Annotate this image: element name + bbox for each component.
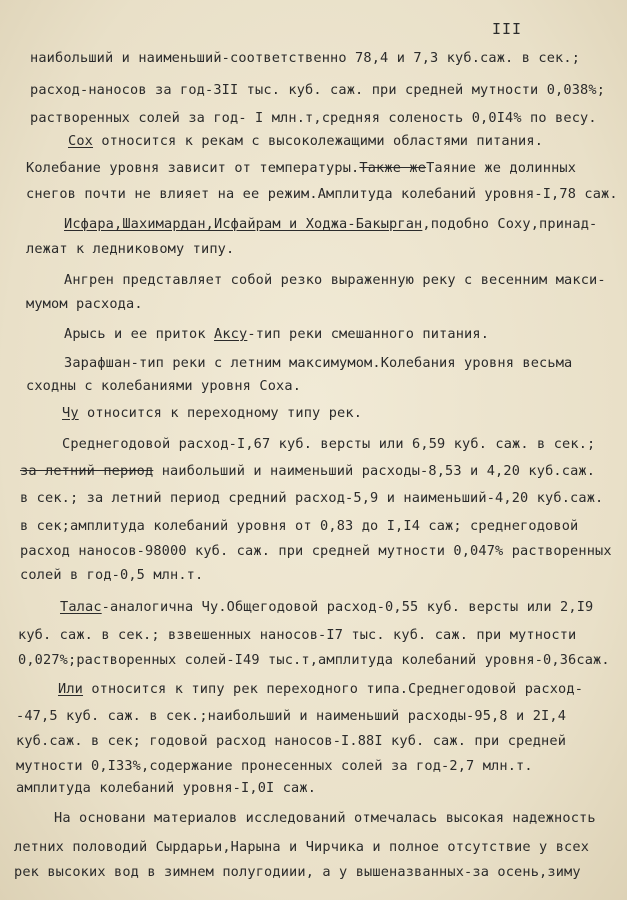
text-run: летних половодий Сырдарьи,Нарына и Чирчика и полное отсутствие у всех — [14, 839, 590, 855]
text-run: в сек;амплитуда колебаний уровня от 0,83 до I,I4 саж; среднегодовой — [20, 518, 579, 534]
text-run: лежат к ледниковому типу. — [26, 241, 235, 257]
text-run: в сек.; за летний период средний расход-5,9 и наименьший-4,20 куб.саж. — [20, 490, 604, 506]
text-line — [62, 435, 595, 453]
text-run: сходны с колебаниями уровня Соха. — [26, 378, 302, 394]
text-line — [16, 732, 566, 750]
text-run: -аналогична Чу.Общегодовой расход-0,55 куб. версты или 2,I9 — [101, 599, 594, 615]
text-line — [20, 517, 578, 535]
text-line — [30, 109, 597, 127]
text-line — [14, 863, 581, 881]
text-run: солей в год-0,5 млн.т. — [20, 567, 204, 583]
text-line — [64, 215, 597, 233]
text-run: относится к рекам с высоколежащими областями питания. — [93, 133, 544, 149]
text-line — [20, 542, 612, 560]
text-run: расход наносов-98000 куб. саж. при средней мутности 0,047% растворенных — [20, 543, 612, 559]
text-run: Зарафшан-тип реки с летним максимумом.Колебания уровня весьма — [64, 355, 573, 371]
text-line — [30, 49, 580, 67]
text-run: На основани материалов исследований отмечалась высокая надежность — [54, 810, 596, 826]
text-run: наибольший и наименьший расходы-8,53 и 4,20 куб.саж. — [153, 463, 596, 479]
text-run: Таяние же долинных — [426, 160, 577, 176]
text-line — [16, 779, 316, 797]
text-line — [26, 185, 618, 203]
text-line — [20, 462, 595, 480]
text-run: снегов почти не влияет на ее режим.Амплитуда колебаний уровня-I,78 саж. — [26, 186, 618, 202]
text-line — [14, 838, 589, 856]
text-line — [30, 81, 605, 99]
text-line — [64, 354, 572, 372]
text-run: наибольший и наименьший-соответственно 78,4 и 7,3 куб.саж. в сек.; — [30, 50, 581, 66]
text-line — [16, 757, 533, 775]
text-run: Колебание уровня зависит от температуры. — [26, 160, 360, 176]
text-run: мутности 0,I33%,содержание пронесенных солей за год-2,7 млн.т. — [16, 758, 533, 774]
text-run: 0,027%;растворенных солей-I49 тыс.т,амплитуда колебаний уровня-0,36саж. — [18, 652, 610, 668]
text-run: относится к типу рек переходного типа.Среднегодовой расход- — [83, 681, 584, 697]
text-line — [68, 132, 543, 150]
page-number: III — [492, 20, 523, 38]
river-names-group: Исфара,Шахимардан,Исфайрам и Ходжа-Бакырган — [64, 216, 423, 232]
river-name-ili: Или — [58, 681, 84, 697]
river-name-chu: Чу — [62, 405, 79, 421]
river-name-talas: Талас — [60, 599, 102, 615]
text-run: относится к переходному типу рек. — [78, 405, 363, 421]
text-line — [64, 325, 489, 343]
text-run: рек высоких вод в зимнем полугодиии, а у вышеназванных-за осень,зиму — [14, 864, 581, 880]
text-run: Ангрен представляет собой резко выраженную реку с весенним макси- — [64, 272, 606, 288]
text-run: ,подобно Соху,принад- — [422, 216, 598, 232]
text-run: Арысь и ее приток — [64, 326, 215, 342]
text-line — [54, 809, 596, 827]
text-line — [18, 626, 576, 644]
text-run: растворенных солей за год- I млн.т,средняя соленость 0,0I4% по весу. — [30, 110, 597, 126]
text-run: расход-наносов за год-3II тыс. куб. саж. при средней мутности 0,038%; — [30, 82, 606, 98]
text-line — [62, 404, 362, 422]
text-line — [20, 489, 603, 507]
text-run: -47,5 куб. саж. в сек.;наибольший и наименьший расходы-95,8 и 2I,4 — [16, 708, 567, 724]
struck-text: Также же — [359, 160, 427, 176]
text-line — [64, 271, 606, 289]
river-name-aksu: Аксу — [214, 326, 248, 342]
text-line — [18, 651, 610, 669]
text-run: амплитуда колебаний уровня-I,0I саж. — [16, 780, 317, 796]
river-name-sokh: Сох — [68, 133, 94, 149]
text-line — [26, 159, 576, 177]
text-line — [26, 295, 143, 313]
struck-text: за летний период — [20, 463, 154, 479]
text-line — [26, 240, 234, 258]
text-line — [16, 707, 566, 725]
text-line — [58, 680, 583, 698]
text-run: куб.саж. в сек; годовой расход наносов-I.88I куб. саж. при средней — [16, 733, 567, 749]
text-line — [20, 566, 203, 584]
text-line — [60, 598, 593, 616]
text-line — [26, 377, 301, 395]
text-run: Среднегодовой расход-I,67 куб. версты или 6,59 куб. саж. в сек.; — [62, 436, 596, 452]
text-run: мумом расхода. — [26, 296, 143, 312]
text-run: -тип реки смешанного питания. — [247, 326, 490, 342]
text-run: куб. саж. в сек.; взвешенных наносов-I7 тыс. куб. саж. при мутности — [18, 627, 577, 643]
